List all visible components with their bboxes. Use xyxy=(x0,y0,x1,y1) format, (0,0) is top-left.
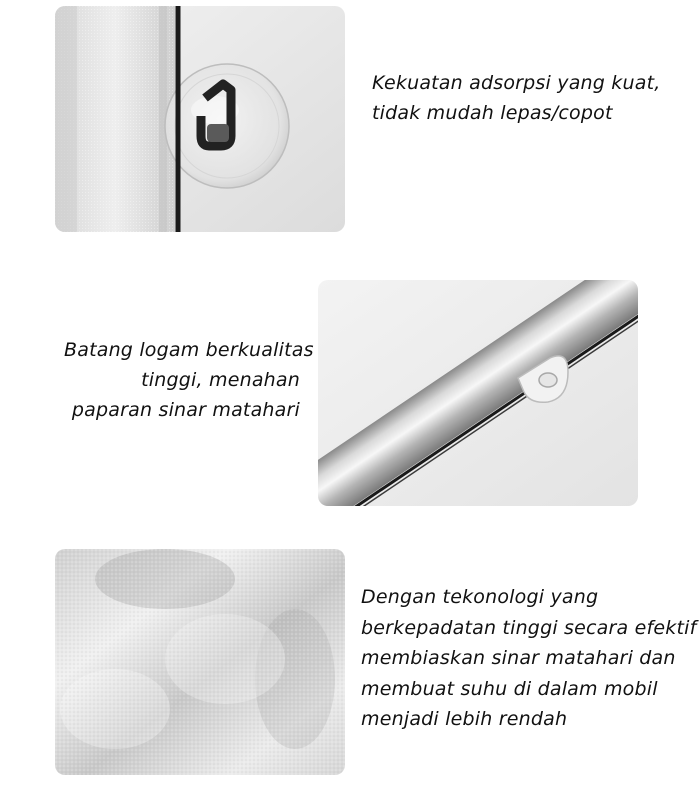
caption-line: tidak mudah lepas/copot xyxy=(372,102,613,124)
suction-caption xyxy=(372,68,660,128)
caption-line: Dengan tekonologi yang xyxy=(361,586,599,608)
caption-line: berkepadatan tinggi secara efektif xyxy=(361,616,697,639)
foil-caption xyxy=(361,582,697,735)
rod-caption xyxy=(64,335,314,425)
silver-foil-fabric-photo xyxy=(55,549,345,775)
caption-line: tinggi, menahan xyxy=(141,369,300,391)
caption-line: menjadi lebih rendah xyxy=(361,708,568,730)
caption-line: membuat suhu di dalam mobil xyxy=(361,677,658,700)
caption-line: Batang logam berkualitas xyxy=(64,339,314,361)
suction-cup-hook-photo xyxy=(55,6,345,232)
metal-rod-photo xyxy=(318,280,638,506)
caption-line: Kekuatan adsorpsi yang kuat, xyxy=(372,72,661,94)
caption-line: paparan sinar matahari xyxy=(71,399,300,421)
caption-line: membiaskan sinar matahari dan xyxy=(361,647,676,669)
